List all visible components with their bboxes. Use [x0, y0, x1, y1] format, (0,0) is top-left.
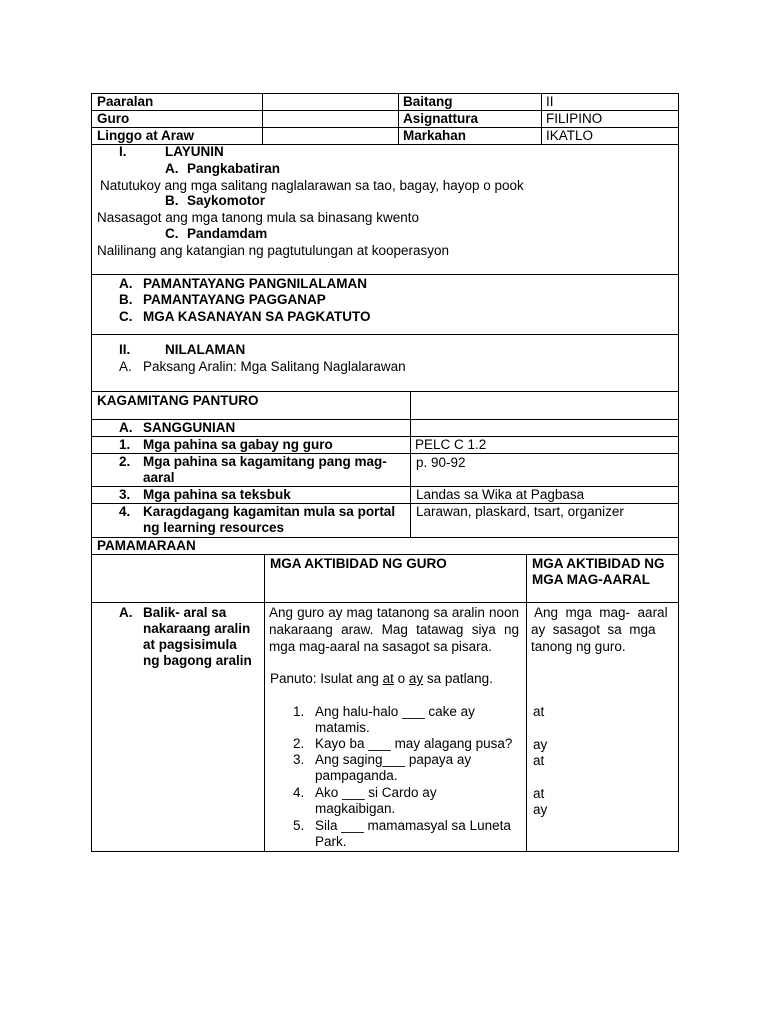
column-header-magaaral-1: MGA AKTIBIDAD NG	[532, 556, 665, 571]
header-label-asignatura: Asignattura	[403, 111, 479, 126]
exercise-4-line-2: magkaibigan.	[315, 801, 396, 816]
exercise-4-num: 4.	[293, 785, 305, 800]
nilalaman-title: NILALAMAN	[165, 342, 246, 357]
column-header-magaaral-2: MGA MAG-AARAL	[532, 572, 650, 587]
exercise-3-line-1: Ang saging___ papaya ay	[315, 752, 472, 767]
layunin-title: LAYUNIN	[165, 144, 224, 159]
panuto-mid: o	[393, 671, 409, 686]
resource-item-3-label: Mga pahina sa teksbuk	[143, 487, 291, 502]
pamamaraan-title: PAMAMARAAN	[97, 538, 196, 553]
step-a-line-3: at pagsisimula	[143, 637, 237, 652]
panuto-prefix: Panuto: Isulat ang	[270, 671, 383, 686]
paksang-aralin-num: A.	[119, 359, 132, 374]
magaaral-intro	[531, 604, 671, 655]
layunin-bottom-line	[91, 274, 679, 275]
pangkabatiran-title: Pangkabatiran	[187, 161, 281, 176]
resource-item-1-value: PELC C 1.2	[415, 437, 487, 452]
magaaral-intro-line-2: ay sasagot sa mga	[531, 622, 656, 637]
resource-item-2-num: 2.	[119, 454, 131, 469]
layunin-num: I.	[119, 144, 127, 159]
exercise-4-line-1: Ako ___ si Cardo ay	[315, 785, 437, 800]
pamamaraan-divider-2	[526, 554, 527, 851]
pamantayan-c-num: C.	[119, 309, 133, 324]
kagamitan-divider	[410, 391, 411, 537]
exercise-1-line-1: Ang halu-halo ___ cake ay	[315, 704, 475, 719]
resource-item-2-value: p. 90-92	[416, 455, 466, 470]
pandamdam-title: Pandamdam	[187, 226, 268, 241]
header-label-baitang: Baitang	[403, 94, 453, 109]
panuto-at: at	[382, 671, 394, 686]
saykomotor-label: B.	[165, 193, 179, 208]
pamantayan-a-num: A.	[119, 276, 133, 291]
pamantayan-b-num: B.	[119, 292, 133, 307]
sanggunian-title: SANGGUNIAN	[143, 420, 236, 435]
header-value-asignatura: FILIPINO	[546, 111, 603, 126]
resource-item-2-label: Mga pahina sa kagamitang pang mag-	[143, 454, 387, 469]
header-value-baitang: II	[546, 94, 554, 109]
saykomotor-text: Nasasagot ang mga tanong mula sa binasang kwento	[97, 210, 419, 225]
pamantayan-b-text: PAMANTAYANG PAGGANAP	[143, 292, 326, 307]
pamantayan-c-text: MGA KASANAYAN SA PAGKATUTO	[143, 309, 371, 324]
exercise-3-num: 3.	[293, 752, 305, 767]
answer-4: at	[533, 786, 545, 801]
pamantayan-a-text: PAMANTAYANG PANGNILALAMAN	[143, 276, 368, 291]
pamamaraan-title-bottom-line	[91, 554, 679, 555]
resource-item-2-label-cont: aaral	[143, 470, 175, 485]
exercise-1-line-2: matamis.	[315, 720, 370, 735]
answer-3: at	[533, 753, 545, 768]
header-divider-2	[398, 93, 399, 144]
pandamdam-label: C.	[165, 226, 179, 241]
header-label-markahan: Markahan	[403, 128, 467, 143]
sanggunian-num: A.	[119, 420, 133, 435]
exercise-5-line-2: Park.	[315, 834, 347, 849]
step-a-num: A.	[119, 605, 133, 620]
header-divider-1	[262, 93, 263, 144]
table-border-bottom	[91, 851, 679, 852]
guro-intro-line-2: nakaraang araw. Mag tatawag siya ng	[269, 622, 519, 637]
saykomotor-title: Saykomotor	[187, 193, 266, 208]
exercise-3-line-2: pampaganda.	[315, 768, 398, 783]
paksang-aralin-text: Paksang Aralin: Mga Salitang Naglalarawan	[143, 359, 406, 374]
resource-item-1-label: Mga pahina sa gabay ng guro	[143, 437, 333, 452]
answer-2: ay	[533, 737, 548, 752]
panuto-instruction	[270, 671, 493, 687]
step-a-line-1: Balik- aral sa	[143, 605, 227, 620]
guro-intro	[269, 604, 519, 655]
resource-item-4-label: Karagdagang kagamitan mula sa portal	[143, 504, 396, 519]
step-a-line-2: nakaraang aralin	[143, 621, 251, 636]
resource-item-4-label-cont: ng learning resources	[143, 520, 285, 535]
resource-item-1-num: 1.	[119, 437, 131, 452]
pamamaraan-divider-1	[264, 554, 265, 851]
pangkabatiran-label: A.	[165, 161, 179, 176]
step-a-line-4: ng bagong aralin	[143, 653, 252, 668]
header-label-guro: Guro	[97, 111, 130, 126]
magaaral-intro-line-1: Ang mga mag- aaral	[531, 605, 668, 620]
exercise-5-line-1: Sila ___ mamamasyal sa Luneta	[315, 818, 511, 833]
pandamdam-text: Nalilinang ang katangian ng pagtutulungan at kooperasyon	[97, 243, 450, 258]
guro-intro-line-3: mga mag-aaral na sasagot sa pisara.	[269, 639, 492, 654]
answer-1: at	[533, 704, 545, 719]
panuto-ay: ay	[408, 671, 424, 686]
nilalaman-num: II.	[119, 342, 131, 357]
resource-item-4-num: 4.	[119, 504, 131, 519]
pamamaraan-header-bottom-line	[91, 602, 679, 603]
header-value-markahan: IKATLO	[546, 128, 594, 143]
table-border-left	[91, 93, 92, 851]
pamantayan-bottom-line	[91, 334, 679, 335]
kagamitan-title: KAGAMITANG PANTURO	[97, 393, 259, 408]
nilalaman-bottom-line	[91, 391, 679, 392]
resource-item-3-value: Landas sa Wika at Pagbasa	[416, 487, 585, 502]
exercise-2-line-1: Kayo ba ___ may alagang pusa?	[315, 736, 513, 751]
column-header-guro: MGA AKTIBIDAD NG GURO	[270, 556, 447, 571]
header-label-linggo: Linggo at Araw	[97, 128, 194, 143]
table-border-right	[678, 93, 679, 851]
header-divider-3	[541, 93, 542, 144]
answer-5: ay	[533, 802, 548, 817]
panuto-suffix: sa patlang.	[423, 671, 493, 686]
magaaral-intro-line-3: tanong ng guro.	[531, 639, 626, 654]
resource-item-4-value: Larawan, plaskard, tsart, organizer	[416, 504, 624, 519]
resource-item-3-num: 3.	[119, 487, 131, 502]
exercise-2-num: 2.	[293, 736, 305, 751]
exercise-5-num: 5.	[293, 818, 305, 833]
table-border-top	[91, 93, 679, 94]
pangkabatiran-text: Natutukoy ang mga salitang naglalarawan sa tao, bagay, hayop o pook	[100, 178, 524, 193]
exercise-1-num: 1.	[293, 704, 305, 719]
guro-intro-line-1: Ang guro ay mag tatanong sa aralin noon	[269, 605, 519, 620]
header-label-paaralan: Paaralan	[97, 94, 154, 109]
